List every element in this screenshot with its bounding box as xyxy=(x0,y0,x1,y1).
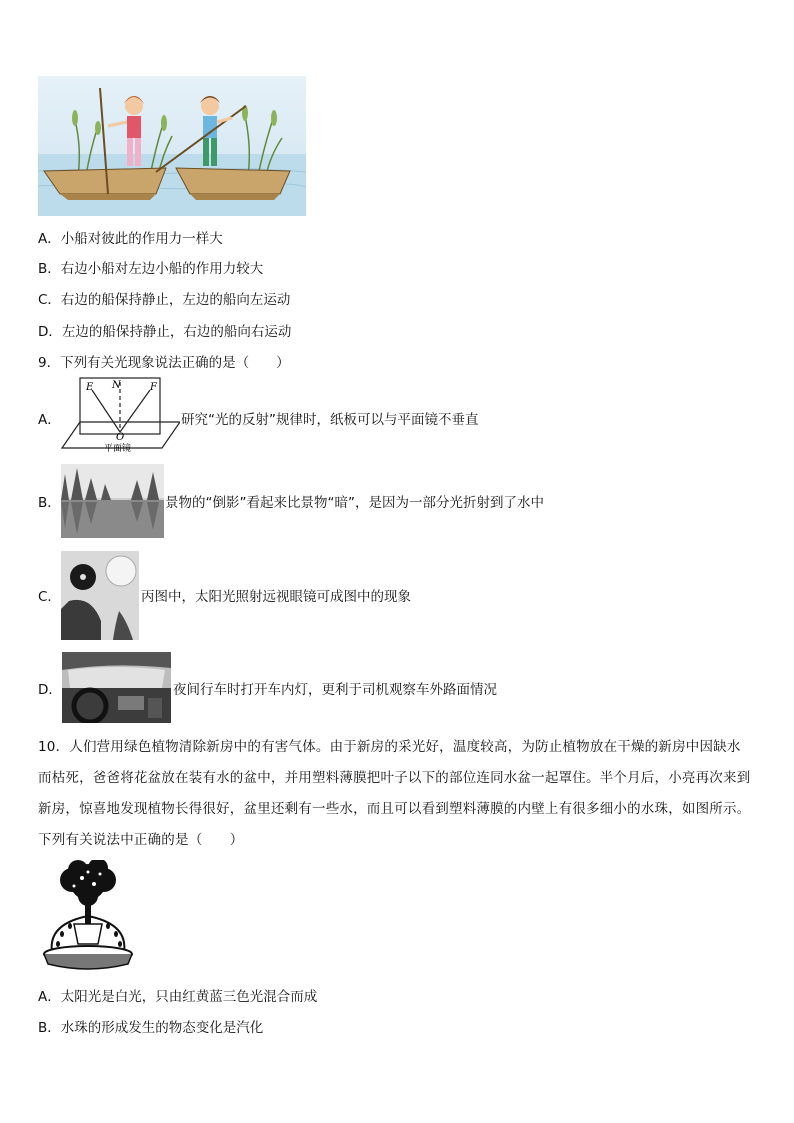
label-e: E xyxy=(86,382,94,393)
label-mirror: 平面镜 xyxy=(104,444,132,454)
q9-d-label: D． xyxy=(38,682,62,698)
q9-b-label: B． xyxy=(38,495,61,511)
q10-stem: 10．人们营用绿色植物清除新房中的有害气体。由于新房的采光好，温度较高，为防止植物放在干燥的新房中因缺水而枯死，爸爸将花盆放在装有水的盆中，并用塑料薄膜把叶子以下的部位连同水盆一起罩住。半个月后，小亮再次来到新房，惊喜地发现植物长得很好，盆里还剩有一些水，而且可以看到塑料薄膜的内壁上有很多细小的水珠，如图所示。下列有关说法中正确的是（ ） xyxy=(38,739,751,848)
q10-option-b: B．水珠的形成发生的物态变化是汽化 xyxy=(38,1020,264,1036)
q8-option-c: C．右边的船保持静止，左边的船向左运动 xyxy=(38,292,291,308)
label-f: F xyxy=(150,382,157,393)
q9-d-text: 夜间行车时打开车内灯，更利于司机观察车外路面情况 xyxy=(173,682,497,698)
q9-c-label: C． xyxy=(38,589,61,605)
lens-sunlight-photo xyxy=(61,551,139,640)
label-n: N xyxy=(112,380,121,391)
reflection-diagram xyxy=(60,376,180,456)
boats-illustration xyxy=(38,76,306,216)
q9-a-label: A． xyxy=(38,412,61,428)
label-o: O xyxy=(116,432,125,443)
plant-under-film-illustration xyxy=(38,860,138,972)
lake-reflection-photo xyxy=(61,464,164,538)
q9-c-text: 丙图中，太阳光照射远视眼镜可成图中的现象 xyxy=(141,589,411,605)
car-interior-photo xyxy=(62,652,171,723)
q8-option-b: B．右边小船对左边小船的作用力较大 xyxy=(38,261,264,277)
q9-b-text: 景物的“倒影”看起来比景物“暗”，是因为一部分光折射到了水中 xyxy=(165,495,544,511)
q8-option-d: D．左边的船保持静止，右边的船向右运动 xyxy=(38,324,292,340)
q9-stem: 9．下列有关光现象说法正确的是（ ） xyxy=(38,355,290,371)
q8-option-a: A．小船对彼此的作用力一样大 xyxy=(38,231,223,247)
q10-option-a: A．太阳光是白光，只由红黄蓝三色光混合而成 xyxy=(38,989,318,1005)
q9-a-text: 研究“光的反射”规律时，纸板可以与平面镜不垂直 xyxy=(181,412,479,428)
